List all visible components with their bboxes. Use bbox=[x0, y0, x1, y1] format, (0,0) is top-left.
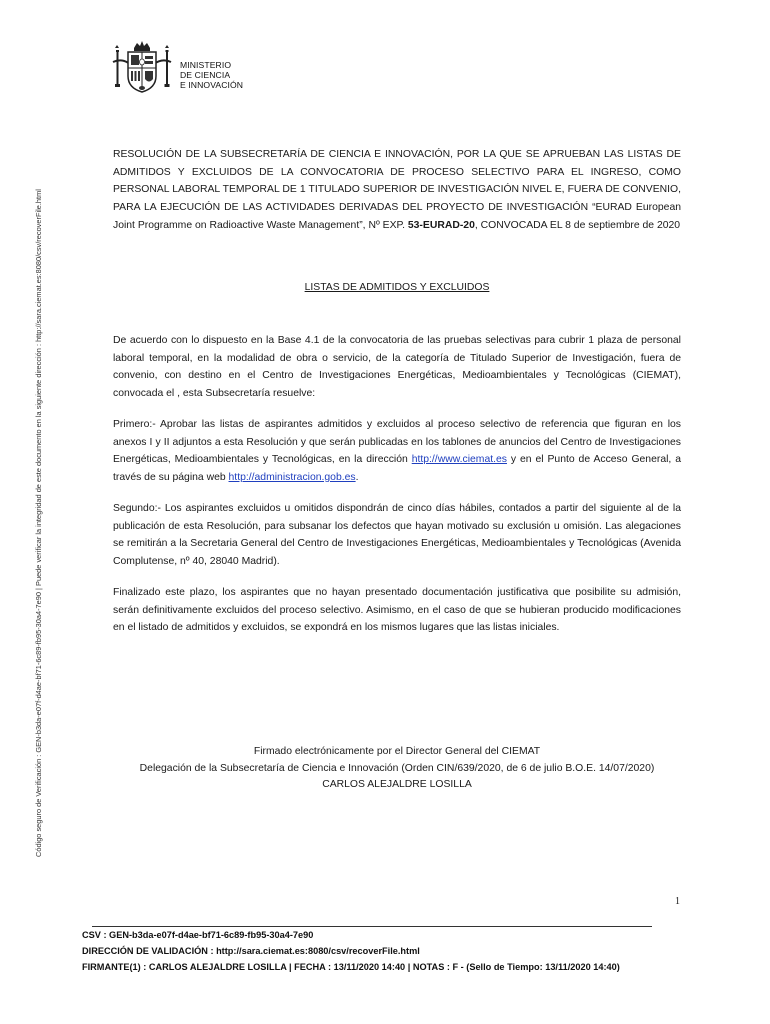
administracion-link[interactable]: http://administracion.gob.es bbox=[228, 471, 356, 483]
paragraph-final: Finalizado este plazo, los aspirantes que no hayan presentado documentación justificativa que posibilite su admisión, serán definitivamente excluidos del proceso selectivo. Asimismo, en el caso de que se hubieran producido modificaciones en el listado de admitidos y excluidos, se expondrá en los mismos lugares que las listas iniciales. bbox=[113, 587, 681, 634]
heading-text-end: , CONVOCADA EL 8 de septiembre de 2020 bbox=[474, 219, 681, 231]
footer-block bbox=[82, 927, 620, 975]
ministry-line: DE CIENCIA bbox=[180, 70, 231, 80]
signature-line: Firmado electrónicamente por el Director General del CIEMAT bbox=[253, 746, 541, 757]
paragraph-text: . bbox=[355, 471, 359, 483]
paragraph-segundo: Segundo:- Los aspirantes excluidos u omitidos dispondrán de cinco días hábiles, contados a partir del siguiente al de la publicación de esta Resolución, para subsanar los defectos que hayan motivado su exclusión u omisión. Las alegaciones se remitirán a la Secretaria General del Centro de Investigaciones Energéticas, Medioambientales y Tecnológicas (Avenida Complutense, nº 40, 28040 Madrid). bbox=[113, 503, 681, 567]
paragraph-text: Primero:- Aprobar las listas de aspirantes admitidos y excluidos al proceso selectivo de referencia que figuran en los anexos I y II adjuntos a esta Resolución y que serán publicadas en los tablones de anuncios del Centro de Investigaciones Energéticas, Medioambientales y Tecnológicas, en la dirección bbox=[113, 419, 681, 466]
footer-signer: FIRMANTE(1) : CARLOS ALEJALDRE LOSILLA | FECHA : 13/11/2020 14:40 | NOTAS : F - (Sello de Tiempo: 13/11/2020 14:40) bbox=[82, 962, 620, 972]
signature-line: Delegación de la Subsecretaría de Ciencia e Innovación (Orden CIN/639/2020, de 6 de julio B.O.E. 14/07/2020) bbox=[139, 762, 655, 774]
resolution-heading bbox=[113, 146, 681, 235]
side-verification-text: Código seguro de Verificación : GEN-b3da-e07f-d4ae-bf71-6c89-fb95-30a4-7e90 | Puede verificar la integridad de este documento en la siguiente dirección : http://sara.ciemat.es:8080/csv/recoverFile.html bbox=[34, 189, 43, 857]
footer-csv: CSV : GEN-b3da-e07f-d4ae-bf71-6c89-fb95-30a4-7e90 bbox=[82, 930, 314, 940]
expedient-code: 53-EURAD-20 bbox=[407, 219, 475, 231]
lists-subtitle: LISTAS DE ADMITIDOS Y EXCLUIDOS bbox=[304, 282, 490, 293]
paragraph-text: y en el Punto de Acceso General, a través de su página web bbox=[113, 454, 681, 483]
signature-block bbox=[113, 744, 681, 794]
footer-validation: DIRECCIÓN DE VALIDACIÓN : http://sara.ciemat.es:8080/csv/recoverFile.html bbox=[82, 946, 420, 956]
paragraph-primero bbox=[113, 416, 681, 486]
ministry-line: MINISTERIO bbox=[180, 60, 232, 70]
ministry-name bbox=[180, 60, 243, 90]
ministry-line: E INNOVACIÓN bbox=[180, 80, 244, 90]
heading-text: RESOLUCIÓN DE LA SUBSECRETARÍA DE CIENCIA E INNOVACIÓN, POR LA QUE SE APRUEBAN LAS LISTAS DE ADMITIDOS Y EXCLUIDOS DE LA CONVOCATORIA DE PROCESO SELECTIVO PARA EL INGRESO, COMO PERSONAL LABORAL TEMPORAL DE 1 TITULADO SUPERIOR DE INVESTIGACIÓN NIVEL E, FUERA DE CONVENIO, PARA LA EJECUCIÓN DE LAS ACTIVIDADES DERIVADAS DEL PROYECTO DE INVESTIGACIÓN “EURAD European Joint Programme on Radioactive Waste Management”, Nº EXP. bbox=[113, 149, 681, 231]
page-number: 1 bbox=[675, 896, 680, 907]
signer-name: CARLOS ALEJALDRE LOSILLA bbox=[322, 779, 472, 790]
paragraph-intro: De acuerdo con lo dispuesto en la Base 4.1 de la convocatoria de las pruebas selectivas para cubrir 1 plaza de personal laboral temporal, en la modalidad de obra o servicio, de la categoría de Titulado Superior de Investigación, fuera de convenio, con destino en el Centro de Investigaciones Energéticas, Medioambientales y Tecnológicas (CIEMAT), convocada el , esta Subsecretaría resuelve: bbox=[113, 335, 681, 399]
coat-of-arms-icon bbox=[110, 40, 174, 96]
ciemat-link[interactable]: http://www.ciemat.es bbox=[411, 454, 507, 466]
